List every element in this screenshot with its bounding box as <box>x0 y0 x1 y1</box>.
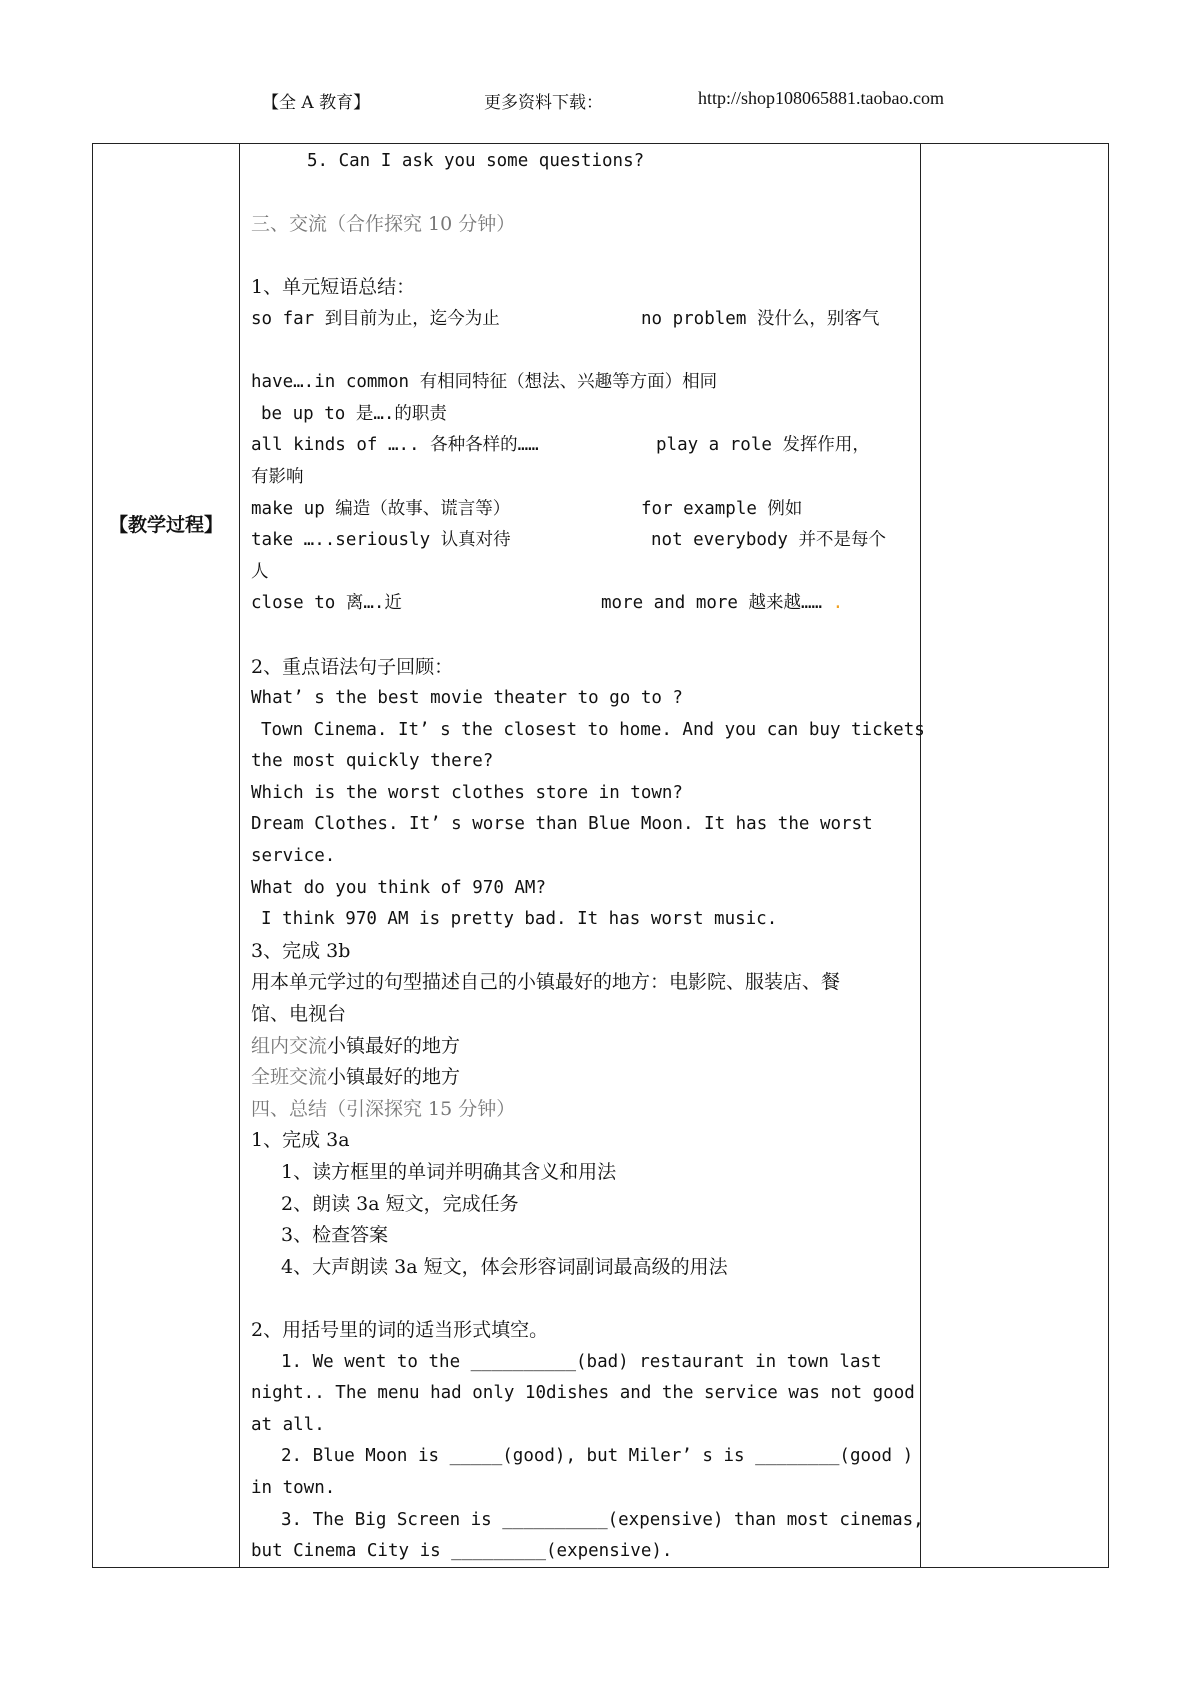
spacer <box>251 1283 913 1315</box>
phrase-row <box>251 430 913 462</box>
orange-mark: . <box>822 593 844 614</box>
phrase-not-everybody: not everybody 并不是每个 <box>651 530 887 551</box>
download-label: 更多资料下载： <box>484 93 603 113</box>
grammar-line: What do you think of 970 AM? <box>251 877 547 898</box>
phrase-no-problem: no problem 没什么，别客气 <box>641 308 880 329</box>
grammar-line: service. <box>251 846 336 867</box>
task-3a-title: 1、完成 3a <box>251 1129 350 1152</box>
exercise-line: at all. <box>251 1414 325 1435</box>
task-3a-step: 2、朗读 3a 短文，完成任务 <box>281 1192 519 1215</box>
phrase-row: 有影响 <box>251 466 304 487</box>
group-exchange-text: 小镇最好的地方 <box>327 1034 461 1057</box>
task-3b-line: 馆、电视台 <box>251 1003 347 1026</box>
grammar-line: Dream Clothes. It’ s worse than Blue Moon. It has the worst <box>251 814 873 835</box>
exercise-line: 1. We went to the __________(bad) restaurant in town last <box>281 1351 882 1372</box>
task-3a-step: 1、读方框里的单词并明确其含义和用法 <box>281 1161 617 1183</box>
brand-text: 【全 A 教育】 <box>262 93 371 113</box>
phrase-make-up: make up 编造（故事、谎言等） <box>251 498 511 519</box>
phrase-row: have….in common 有相同特征（想法、兴趣等方面）相同 <box>251 372 718 393</box>
exercise-line: but Cinema City is _________(expensive). <box>251 1541 673 1562</box>
phrase-so-far: so far 到目前为止，迄今为止 <box>251 308 500 329</box>
phrase-row <box>251 525 913 557</box>
phrase-for-example: for example 例如 <box>641 498 803 519</box>
grammar-line: Town Cinema. It’ s the closest to home. And you can buy tickets <box>261 719 925 740</box>
exercise-line: night.. The menu had only 10dishes and the service was not good <box>251 1383 915 1404</box>
exercise-title: 2、用括号里的词的适当形式填空。 <box>251 1318 549 1341</box>
class-exchange <box>251 1062 913 1094</box>
group-exchange-label: 组内交流 <box>251 1034 328 1057</box>
exercise-line: in town. <box>251 1477 336 1498</box>
task-3a-step: 4、大声朗读 3a 短文，体会形容词副词最高级的用法 <box>281 1255 728 1278</box>
phrase-row: be up to 是….的职责 <box>261 403 447 424</box>
task-3b-title: 3、完成 3b <box>251 939 351 962</box>
grammar-line: the most quickly there? <box>251 751 494 772</box>
phrase-more-and-more: more and more 越来越…… <box>601 593 823 614</box>
phrase-close-to: close to 离….近 <box>251 593 402 614</box>
section-label: 【教学过程】 <box>108 514 223 536</box>
phrase-all-kinds: all kinds of ….. 各种各样的…… <box>251 435 539 456</box>
phrase-row <box>251 588 913 620</box>
question-5: 5. Can I ask you some questions? <box>307 151 645 171</box>
grammar-line: I think 970 AM is pretty bad. It has worst music. <box>261 909 778 930</box>
section-4-title: 四、总结（引深探究 15 分钟） <box>251 1097 516 1120</box>
section-3-title: 三、交流（合作探究 10 分钟） <box>251 213 516 236</box>
task-3a-step: 3、检查答案 <box>281 1224 389 1247</box>
shop-link[interactable]: http://shop108065881.taobao.com <box>698 88 944 108</box>
spacer <box>251 336 913 368</box>
grammar-line: What’ s the best movie theater to go to ? <box>251 688 683 709</box>
phrase-play-role: play a role 发挥作用， <box>656 435 870 456</box>
spacer <box>251 620 913 652</box>
exercise-line: 3. The Big Screen is __________(expensive) than most cinemas, <box>281 1509 924 1530</box>
class-exchange-label: 全班交流 <box>251 1066 328 1089</box>
spacer <box>251 178 913 210</box>
column-divider-left <box>239 144 240 1567</box>
grammar-title: 2、重点语法句子回顾： <box>251 655 454 678</box>
phrases-title: 1、单元短语总结： <box>251 276 416 299</box>
group-exchange <box>251 1031 913 1063</box>
task-3b-line: 用本单元学过的句型描述自己的小镇最好的地方：电影院、服装店、餐 <box>251 971 841 994</box>
exercise-line: 2. Blue Moon is _____(good), but Miler’ s is ________(good ) <box>281 1446 914 1467</box>
phrase-take-seriously: take …..seriously 认真对待 <box>251 530 511 551</box>
lesson-content <box>251 146 925 1568</box>
grammar-line: Which is the worst clothes store in town? <box>251 782 683 803</box>
column-divider-right <box>920 144 921 1567</box>
page-header <box>0 88 1200 114</box>
spacer <box>251 241 913 273</box>
lesson-table <box>92 143 1109 1568</box>
class-exchange-text: 小镇最好的地方 <box>327 1066 461 1089</box>
phrase-row <box>251 494 913 526</box>
phrase-row <box>251 304 913 336</box>
phrase-row: 人 <box>251 561 269 582</box>
